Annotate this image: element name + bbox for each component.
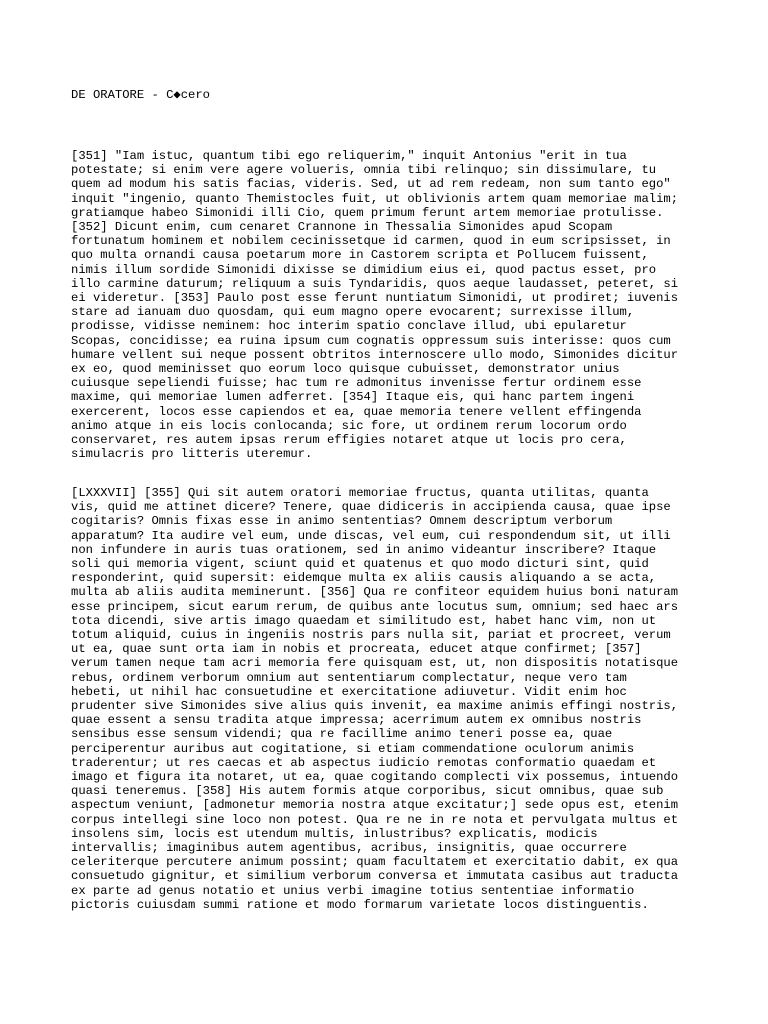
paragraph-351-354: [351] "Iam istuc, quantum tibi ego reliquerim," inquit Antonius "erit in tua potestate; si enim vere agere volueris, omnia tibi relinquo; sin dissimulare, tu quem ad modum his satis facias, videris. Sed, ut ad rem redeam, non sum tanto ego" inquit "ingenio, quanto Themistocles fuit, ut oblivionis artem quam memoriae malim; gratiamque habeo Simonidi illi Cio, quem primum ferunt artem memoriae protulisse. [352] Dicunt enim, cum cenaret Crannone in Thessalia Simonides apud Scopam fortunatum hominem et nobilem cecinissetque id carmen, quod in eum scripsisset, in quo multa ornandi causa poetarum more in Castorem scripta et Pollucem fuissent, nimis illum sordide Simonidi dixisse se dimidium eius ei, quod pactus esset, pro illo carmine daturum; reliquum a suis Tyndaridis, quos aeque laudasset, peteret, si ei videretur. [353] Paulo post esse ferunt nuntiatum Simonidi, ut prodiret; iuvenis stare ad ianuam duo quosdam, qui eum magno opere evocarent; surrexisse illum, prodisse, vidisse neminem: hoc interim spatio conclave illud, ubi epularetur Scopas, concidisse; ea ruina ipsum cum cognatis oppressum suis interisse: quos cum humare vellent sui neque possent obtritos internoscere ullo modo, Simonides dicitur ex eo, quod meminisset quo eorum loco quisque cubuisset, demonstrator unius cuiusque sepeliendi fuisse; hac tum re admonitus invenisse fertur ordinem esse maxime, qui memoriae lumen adferret. [354] Itaque eis, qui hanc partem ingeni exercerent, locos esse capiendos et ea, quae memoria tenere vellent effingenda animo atque in eis locis conlocanda; sic fore, ut ordinem rerum locorum ordo conservaret, res autem ipsas rerum effigies notaret atque ut locis pro cera, simulacris pro litteris uteremur.: [71, 149, 679, 462]
document-title: DE ORATORE - C◆cero: [71, 88, 210, 102]
paragraph-355-358: [LXXXVII] [355] Qui sit autem oratori memoriae fructus, quanta utilitas, quanta vis, quid me attinet dicere? Tenere, quae didiceris in accipienda causa, quae ipse cogitaris? Omnis fixas esse in animo sententias? Omnem descriptum verborum apparatum? Ita audire vel eum, unde discas, vel eum, cui respondendum sit, ut illi non infundere in auris tuas orationem, sed in animo videantur inscribere? Itaque soli qui memoria vigent, sciunt quid et quatenus et quo modo dicturi sint, quid responderint, quid supersit: eidemque multa ex aliis causis aliquando a se acta, multa ab aliis audita meminerunt. [356] Qua re confiteor equidem huius boni naturam esse principem, sicut earum rerum, de quibus ante locutus sum, omnium; sed haec ars tota dicendi, sive artis imago quaedam et similitudo est, habet hanc vim, non ut totum aliquid, cuius in ingeniis nostris pars nulla sit, pariat et procreet, verum ut ea, quae sunt orta iam in nobis et procreata, educet atque confirmet; [357] verum tamen neque tam acri memoria fere quisquam est, ut, non dispositis notatisque rebus, ordinem verborum omnium aut sententiarum complectatur, neque vero tam hebeti, ut nihil hac consuetudine et exercitatione adiuvetur. Vidit enim hoc prudenter sive Simonides sive alius quis invenit, ea maxime animis effingi nostris, quae essent a sensu tradita atque impressa; acerrimum autem ex omnibus nostris sensibus esse sensum videndi; qua re facillime animo teneri posse ea, quae perciperentur auribus aut cogitatione, si etiam commendatione oculorum animis traderentur; ut res caecas et ab aspectus iudicio remotas conformatio quaedam et imago et figura ita notaret, ut ea, quae cogitando complecti vix possemus, intuendo quasi teneremus. [358] His autem formis atque corporibus, sicut omnibus, quae sub aspectum veniunt, [admonetur memoria nostra atque excitatur;] sede opus est, etenim corpus intellegi sine loco non potest. Qua re ne in re nota et pervulgata multus et insolens sim, locis est utendum multis, inlustribus? explicatis, modicis intervallis; imaginibus autem agentibus, acribus, insignitis, quae occurrere celeriterque percutere animum possint; quam facultatem et exercitatio dabit, ex qua consuetudo gignitur, et similium verborum conversa et immutata casibus aut traducta ex parte ad genus notatio et unius verbi imagine totius sententiae informatio pictoris cuiusdam summi ratione et modo formarum varietate locos distinguentis.: [71, 486, 679, 912]
